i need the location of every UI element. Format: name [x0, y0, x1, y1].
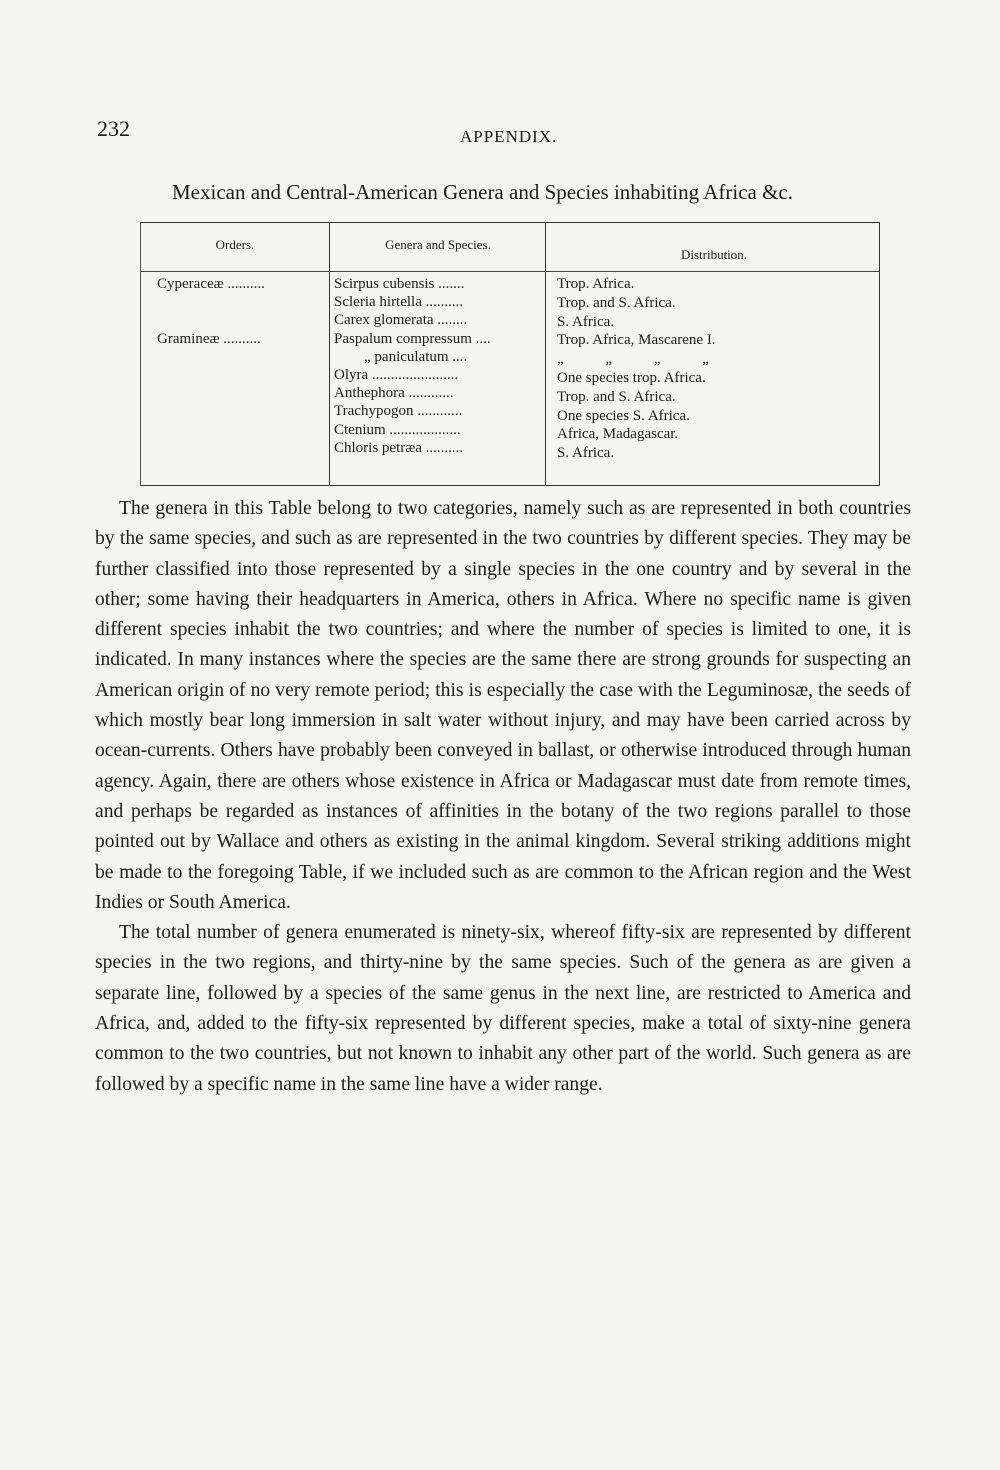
genus-cell: Ctenium ...................	[334, 421, 461, 438]
genus-cell: Paspalum compressum ....	[334, 330, 491, 347]
column-header-distribution: Distribution.	[680, 247, 748, 262]
column-header-genera: Genera and Species.	[385, 237, 491, 252]
genus-cell: Scirpus cubensis .......	[334, 276, 465, 292]
distribution-cell: Trop. Africa, Mascarene I.	[557, 332, 716, 349]
distribution-cell: Trop. and S. Africa.	[557, 388, 676, 405]
paragraph: The genera in this Table belong to two categories, namely such as are represented in both countries by the same species, and such as are represented in the two countries by different species. They may be further classified into those represented by a single species in the one country and by several in the other; some having their headquarters in America, others in Africa. Where no specific name is given different species inhabit the two countries; and where the number of species is limited to one, it is indicated. In many instances where the species are the same there are strong grounds for suspecting an American origin of no very remote period; this is especially the case with the Leguminosæ, the seeds of which mostly bear long immersion in salt water without injury, and may have been carried across by ocean-currents. Others have probably been conveyed in ballast, or otherwise introduced through human agency. Again, there are others whose existence in Africa or Madagascar must date from remote times, and perhaps be regarded as instances of affinities in the botany of the two regions parallel to those pointed out by Wallace and others as existing in the animal kingdom. Several striking additions might be made to the foregoing Table, if we included such as are common to the African region and the West Indies or South America.	[95, 498, 911, 913]
spacer	[157, 293, 327, 329]
table-title: Mexican and Central-American Genera and Species inhabiting Africa &c.	[172, 180, 794, 204]
column-divider	[545, 223, 546, 485]
genus-cell: Carex glomerata ........	[334, 312, 468, 329]
genus-cell: Scleria hirtella ..........	[334, 294, 464, 311]
distribution-cell: Trop. and S. Africa.	[557, 294, 676, 311]
genus-cell: Anthephora ............	[334, 385, 454, 402]
distribution-cell: „ „ „ „	[557, 351, 709, 368]
body-text	[95, 494, 911, 1100]
column-divider	[329, 223, 330, 485]
order-cell: Gramineæ ..........	[157, 330, 261, 347]
distribution-cell: Trop. Africa.	[557, 276, 635, 292]
distribution-cell: S. Africa.	[557, 445, 615, 462]
order-cell: Cyperaceæ ..........	[157, 276, 265, 292]
distribution-cell: One species trop. Africa.	[557, 369, 706, 386]
column-header-orders: Orders.	[215, 237, 255, 252]
genus-cell: Chloris petræa ..........	[334, 439, 464, 456]
orders-column	[157, 275, 327, 348]
page-number: 232	[97, 116, 130, 141]
running-head: APPENDIX.	[460, 127, 558, 146]
genera-table	[140, 222, 880, 486]
genera-column	[334, 275, 540, 457]
genus-cell: „ paniculatum ....	[364, 348, 468, 365]
genus-cell: Trachypogon ............	[334, 403, 463, 420]
paragraph: The total number of genera enumerated is ninety-six, whereof fifty-six are represented by different species in the two regions, and thirty-nine by the same species. Such of the genera as are given a separate line, followed by a species of the same genus in the next line, are restricted to America and Africa, and, added to the fifty-six represented by different species, make a total of sixty-nine genera common to the two countries, but not known to inhabit any other part of the world. Such genera as are followed by a specific name in the same line have a wider range.	[95, 922, 911, 1095]
distribution-cell: One species S. Africa.	[557, 407, 690, 424]
distribution-cell: Africa, Madagascar.	[557, 426, 679, 443]
distribution-column	[557, 275, 877, 463]
header-rule	[141, 271, 879, 272]
distribution-cell: S. Africa.	[557, 313, 615, 330]
genus-cell: Olyra .......................	[334, 366, 459, 383]
